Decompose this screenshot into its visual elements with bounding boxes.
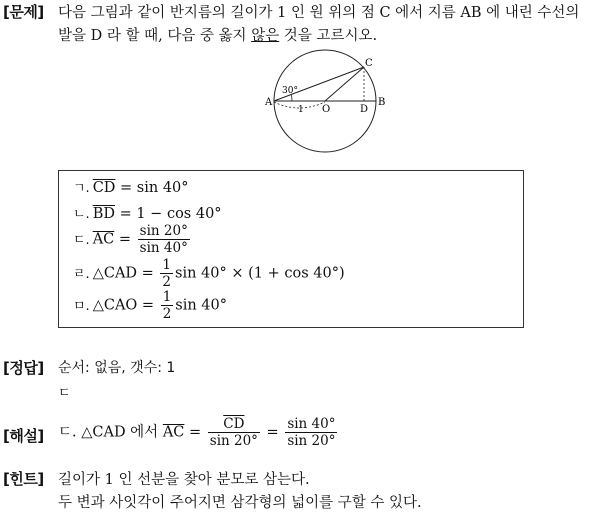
option-2-mark: ㄴ. [73,207,90,222]
label-B: B [378,97,386,108]
option-2-segment: $\overline{BD}$ [92,206,115,222]
problem-line-2-post: 것을 고르시오. [279,28,378,44]
option-3 [73,223,192,256]
label-O: O [322,104,331,115]
hint-label: [힌트] [3,470,44,488]
option-5-numerator: 1 [162,289,172,305]
circle-figure [262,48,392,160]
hint-line-1: 길이가 1 인 선분을 찾아 분모로 삼는다. [58,472,310,488]
option-4-numerator: 1 [162,257,172,273]
problem-line-1: 다음 그림과 같이 반지름의 길이가 1 인 원 위의 점 C 에서 지름 AB 에 내린 수선의 [58,5,580,21]
option-5-denominator: 2 [162,306,172,322]
option-3-mark: ㄷ. [73,232,90,248]
option-3-segment: $\overline{AC}$ [92,231,115,248]
explanation-pre: ㄷ. △CAD 에서 [58,424,163,441]
explanation-equals-2: = [261,424,284,441]
option-1 [73,177,189,196]
option-5-mark: ㅁ. [73,298,90,314]
option-1-segment: $\overline{CD}$ [92,180,116,196]
option-4-mark: ㄹ. [73,266,90,282]
option-4-lhs: △CAD = [92,265,159,282]
answer-line-2: ㄷ [58,386,71,401]
explanation-fraction-1-denominator: sin 20° [209,433,258,449]
problem-label: [문제] [3,3,44,21]
problem-line-2-pre: 발을 D 라 할 때, 다음 중 옳지 [58,28,252,44]
option-2-value: = 1 − cos 40° [114,206,222,222]
option-3-equals: = [114,231,136,248]
option-3-denominator: sin 40° [139,240,188,256]
explanation-fraction-1-numerator: $\overline{CD}$ [223,416,245,432]
option-5-lhs: △CAO = [92,297,159,314]
option-4 [73,257,345,290]
option-1-mark: ㄱ. [73,181,90,196]
option-5-rhs: sin 40° [175,297,228,314]
explanation-segment: $\overline{AC}$ [162,424,185,441]
options-box [58,170,524,328]
problem-underlined-word: 않은 [251,28,280,44]
option-2 [73,203,222,222]
explanation-fraction-1 [208,416,260,449]
explanation-fraction-2 [285,416,337,449]
option-3-numerator: sin 20° [139,223,188,239]
option-4-rhs: sin 40° × (1 + cos 40°) [175,265,345,282]
option-4-fraction [160,257,173,290]
explanation-fraction-2-numerator: sin 40° [287,416,336,432]
label-angle: 30° [282,86,298,96]
answer-line-1: 순서: 없음, 갯수: 1 [58,360,176,376]
option-3-fraction [138,223,190,256]
radius-OC [325,67,364,101]
label-A: A [265,97,273,108]
label-D: D [360,104,369,115]
label-C: C [365,58,373,69]
option-5 [73,289,227,322]
option-5-fraction [161,289,174,322]
hint-line-2: 두 변과 사잇각이 주어지면 삼각형의 넓이를 구할 수 있다. [58,495,422,511]
option-4-denominator: 2 [162,274,172,290]
option-1-value: = sin 40° [115,180,189,196]
answer-label: [정답] [3,359,44,377]
problem-line-2 [58,24,377,45]
explanation-fraction-2-denominator: sin 20° [287,433,336,449]
explanation-equals-1: = [184,424,206,441]
explanation-line [58,416,339,449]
explanation-label: [해설] [3,427,44,445]
label-one: 1 [298,105,304,115]
